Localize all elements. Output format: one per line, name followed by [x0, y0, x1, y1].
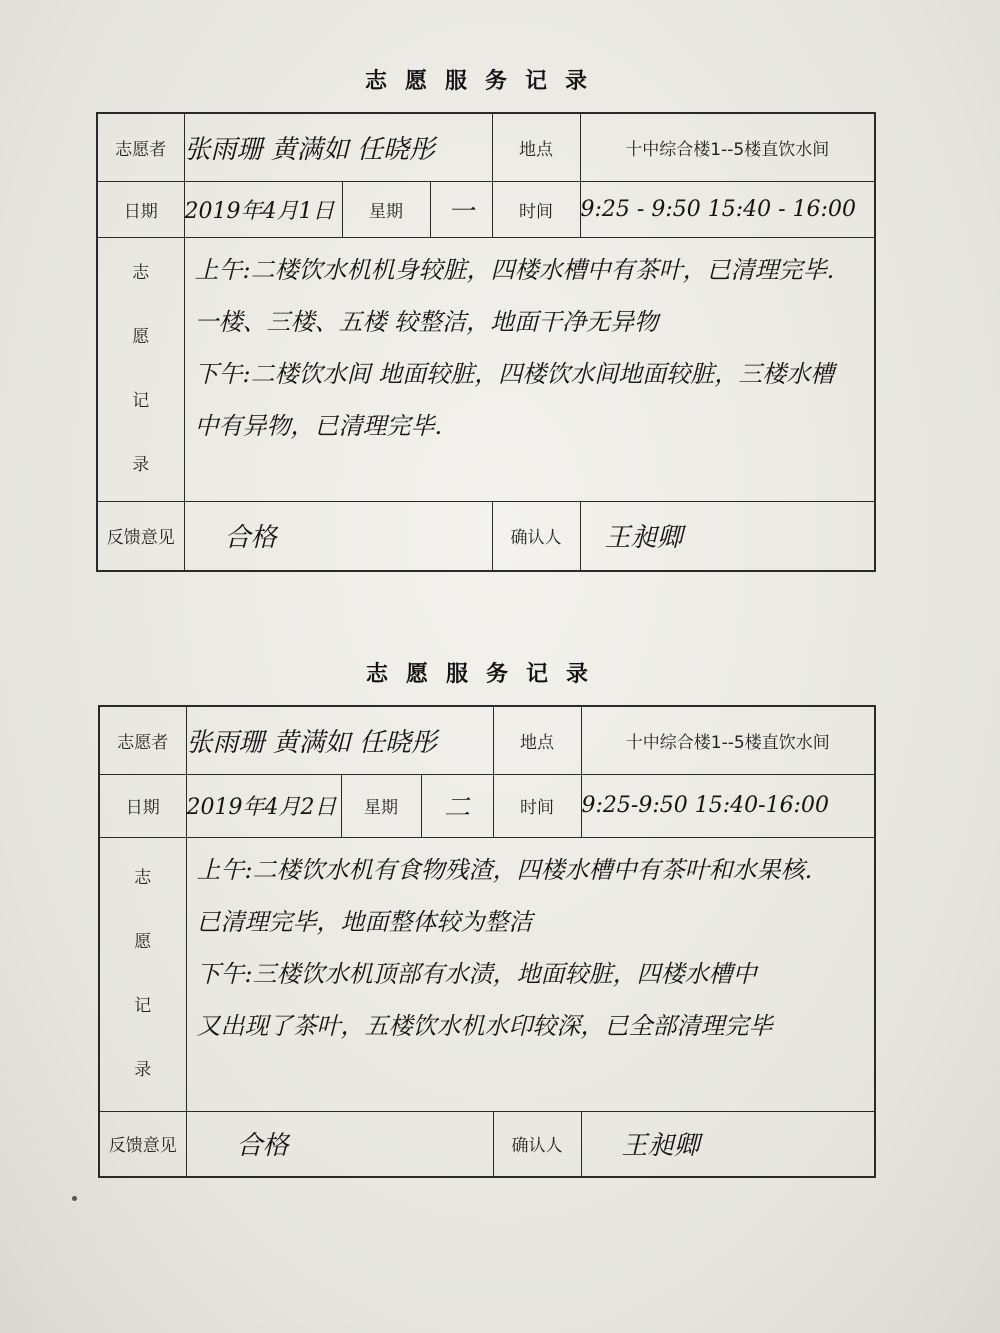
time-value: 9:25-9:50 15:40-16:00 [581, 774, 875, 837]
record-char: 记 [134, 996, 152, 1016]
location-value: 十中综合楼1--5楼直饮水间 [580, 113, 875, 181]
record-char: 录 [132, 455, 150, 475]
volunteer-record-2 [98, 655, 874, 1178]
location-value: 十中综合楼1--5楼直饮水间 [581, 706, 875, 774]
confirmer-signature: 王昶卿 [580, 501, 875, 571]
record-form [98, 705, 876, 1178]
note-line: 上午:二楼饮水机机身较脏，四楼水槽中有茶叶，已清理完毕. [194, 255, 835, 284]
confirmer-label: 确认人 [493, 1111, 581, 1177]
note-line: 下午:三楼饮水机顶部有水渍，地面较脏，四楼水槽中 [196, 959, 757, 988]
note-line: 又出现了茶叶，五楼饮水机水印较深，已全部清理完毕 [196, 1011, 773, 1040]
note-line: 中有异物，已清理完毕. [194, 411, 443, 440]
confirmer-signature: 王昶卿 [581, 1111, 875, 1177]
record-char: 志 [132, 263, 150, 283]
volunteer-names: 张雨珊 黄满如 任晓彤 [186, 706, 493, 774]
feedback-label: 反馈意见 [97, 501, 184, 571]
volunteer-label: 志愿者 [97, 113, 184, 181]
record-vertical-label [97, 237, 184, 501]
weekday-value: 一 [430, 181, 492, 237]
record-char: 志 [134, 868, 152, 888]
record-notes [186, 837, 875, 1111]
record-char: 记 [132, 391, 150, 411]
volunteer-label: 志愿者 [99, 706, 186, 774]
feedback-label: 反馈意见 [99, 1111, 186, 1177]
volunteer-record-1 [96, 62, 874, 572]
record-char: 录 [134, 1060, 152, 1080]
weekday-label: 星期 [341, 774, 421, 837]
record-char: 愿 [134, 932, 152, 952]
date-label: 日期 [99, 774, 186, 837]
note-line: 上午:二楼饮水机有食物残渣，四楼水槽中有茶叶和水果核. [196, 855, 813, 884]
volunteer-names: 张雨珊 黄满如 任晓彤 [184, 113, 492, 181]
weekday-label: 星期 [342, 181, 430, 237]
note-line: 下午:二楼饮水间 地面较脏，四楼饮水间地面较脏，三楼水槽 [194, 359, 835, 388]
date-value: 2019年4月2日 [186, 774, 341, 837]
date-value: 2019年4月1日 [184, 181, 342, 237]
weekday-value: 二 [421, 774, 493, 837]
time-value: 9:25 - 9:50 15:40 - 16:00 [580, 181, 875, 237]
note-line: 一楼、三楼、五楼 较整洁，地面干净无异物 [194, 307, 659, 336]
feedback-value: 合格 [186, 1111, 493, 1177]
record-vertical-label [99, 837, 186, 1111]
paper-speck [72, 1196, 77, 1201]
record-title: 志愿服务记录 [365, 662, 606, 687]
note-line: 已清理完毕，地面整体较为整洁 [196, 907, 533, 936]
location-label: 地点 [492, 113, 580, 181]
time-label: 时间 [493, 774, 581, 837]
time-label: 时间 [492, 181, 580, 237]
record-title: 志愿服务记录 [364, 69, 605, 94]
record-form [96, 112, 876, 572]
record-char: 愿 [132, 327, 150, 347]
confirmer-label: 确认人 [492, 501, 580, 571]
feedback-value: 合格 [184, 501, 492, 571]
location-label: 地点 [493, 706, 581, 774]
record-notes [184, 237, 875, 501]
date-label: 日期 [97, 181, 184, 237]
